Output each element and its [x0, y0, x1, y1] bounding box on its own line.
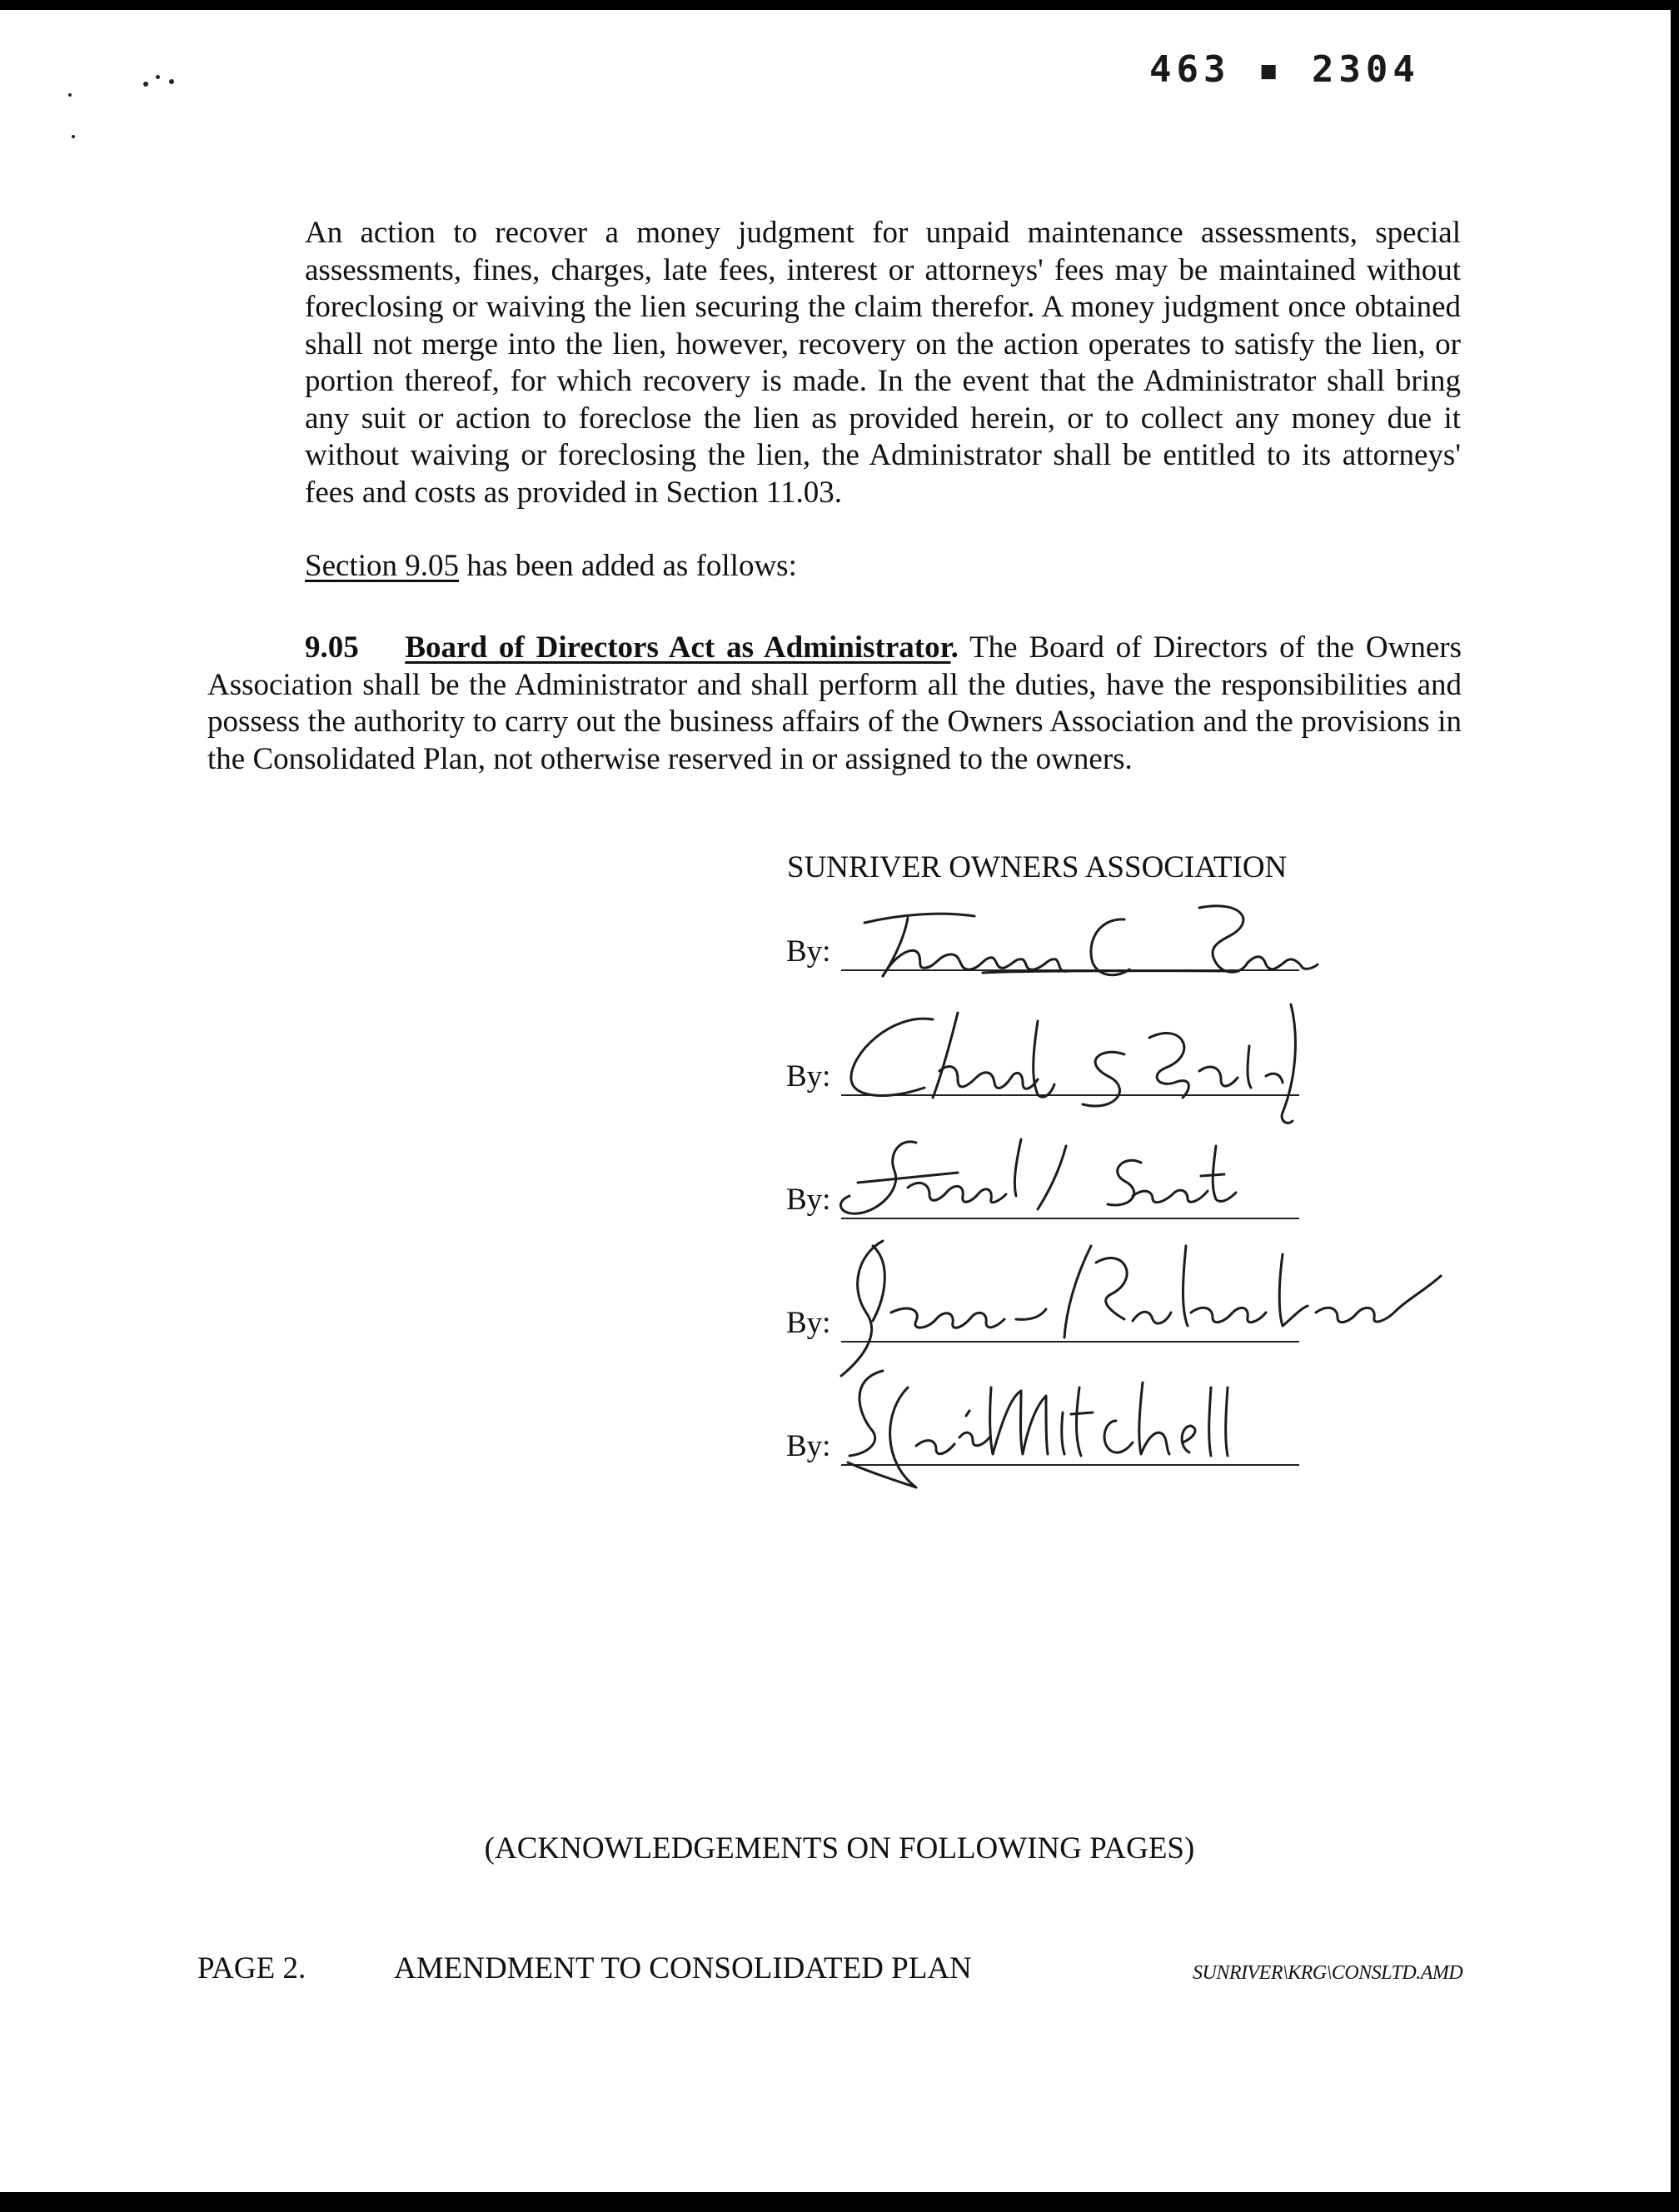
- scan-speck: [169, 79, 174, 84]
- signature-leland-l-smith: [825, 1129, 1241, 1238]
- signature-thomas-c-green: [849, 896, 1316, 988]
- association-name: SUNRIVER OWNERS ASSOCIATION: [787, 850, 1288, 884]
- section-905-paragraph: 9.05 Board of Directors Act as Administrator. The Board of Directors of the Owners Association shall be the Administrator and shall perform all the duties, have the responsibilities and possess the authority to carry out the business affairs of the Owners Association and the provisions in the Consolidated Plan, not otherwise reserved in or assigned to the owners.: [207, 630, 1462, 776]
- section-905-reference: Section 9.05: [305, 549, 459, 583]
- paragraph-money-judgment: An action to recover a money judgment for unpaid maintenance assessments, special assessments, fines, charges, late fees, interest or attorneys' fees may be maintained without foreclosing or waiving the lien securing the claim therefor. A money judgment once obtained shall not merge into the lien, however, recovery on the action operates to satisfy the lien, or portion thereof, for which recovery is made. In the event that the Administrator shall bring any suit or action to foreclose the lien as provided herein, or to collect any money due it without waiving or foreclosing the lien, the Administrator shall be entitled to its attorneys' fees and costs as provided in Section 11.03.: [305, 216, 1461, 510]
- scan-speck: [72, 135, 75, 138]
- footer-document-title: AMENDMENT TO CONSOLIDATED PLAN: [394, 1951, 972, 1985]
- section-905-added-note: [305, 548, 797, 584]
- by-label: By:: [786, 934, 831, 969]
- section-number: 9.05: [305, 630, 359, 665]
- section-heading: Board of Directors Act as Administrator: [405, 630, 951, 665]
- acknowledgements-note: (ACKNOWLEDGEMENTS ON FOLLOWING PAGES): [484, 1831, 1195, 1866]
- footer-page-number: PAGE 2.: [197, 1951, 306, 1985]
- signature-josie-mitchell: [833, 1363, 1266, 1504]
- by-label: By:: [786, 1306, 831, 1340]
- scan-border-bottom: [0, 2192, 1679, 2212]
- by-label: By:: [786, 1429, 831, 1463]
- by-label: By:: [786, 1183, 831, 1217]
- signature-charles-s-bailey: [833, 996, 1316, 1129]
- scan-speck: [143, 82, 148, 87]
- scan-border-right: [1671, 0, 1679, 2212]
- section-note-text: has been added as follows:: [458, 549, 797, 583]
- document-number: 463 ▪ 2304: [1149, 48, 1420, 91]
- footer-file-path: SUNRIVER\KRG\CONSLTD.AMD: [1193, 1962, 1463, 1984]
- scan-speck: [156, 75, 160, 79]
- scan-border-top: [0, 0, 1679, 10]
- by-label: By:: [786, 1059, 831, 1094]
- scan-speck: [68, 93, 72, 97]
- section-body: The Board of Directors of the Owners Association shall be the Administrator and shall perform all the duties, have the responsibilities and possess the authority to carry out the business affairs of the Owners Association and the provisions in the Consolidated Plan, not otherwise reserved in or assigned to the owners.: [207, 630, 1462, 776]
